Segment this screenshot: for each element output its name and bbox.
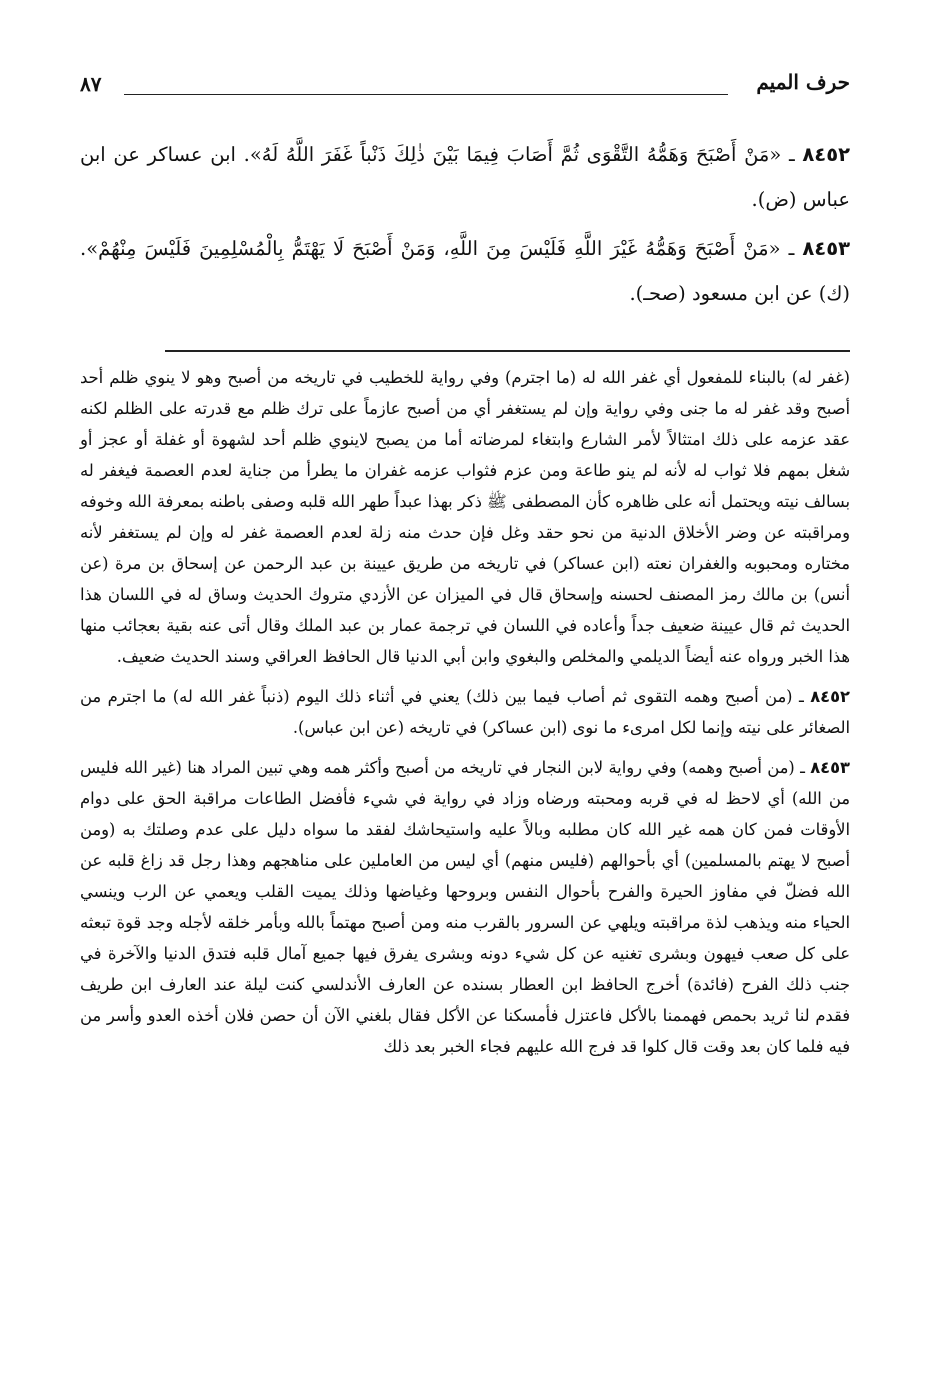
- commentary-paragraph: [80, 681, 850, 743]
- commentary-paragraph: [80, 362, 850, 672]
- hadith-number: ٨٤٥٣: [802, 237, 850, 260]
- hadith-section: [80, 132, 850, 316]
- footnote-separator: [165, 350, 850, 352]
- commentary-number: ٨٤٥٢: [810, 687, 850, 706]
- commentary-text: ـ (من أصبح وهمه) وفي رواية لابن النجار في تاريخه من أصبح وأكثر همه وهي تبين المراد هنا (غير الله فليس من الله) أي لاحظ له في قربه ومحبته ورضاه وزاد في رواية في شيء فأفضل الطاعات مراقبة الحق على دوام الأوقات فمن كان همه غير الله كان مطلبه وبالاً عليه واستيحاشك لفقد ما سواه دليل على عدم وصلتك به (ومن أصبح لا يهتم بالمسلمين) أي بأحوالهم (فليس منهم) أي ليس من العاملين على مناهجهم وهذا رجل قد زاغ قلبه عن الله فضلّ في مفاوز الحيرة والفرح بأحوال النفس وبروحها وغياضها وذلك يميت القلب ويعمي عن الرب وينسي الحياء منه ويذهب لذة مراقبته ويلهي عن السرور بالقرب منه ومن أصبح مهتماً بالله وبأمر خلقه لأجله وجد قوة تبعثه على كل صعب فيهون وبشرى تغنيه عن كل شيء دونه وبشرى يفرق فيها جميع آمال قلبه فتدق الدنيا والآخرة في جنب ذلك الفرح (فائدة) أخرج الحافظ ابن العطار بسنده عن العارف الأندلسي كنت ليلة عند العارف ابن طريف فقدم لنا ثريد بحمص فهممنا بالأكل فاعتزل فأمسكنا عن الأكل فقال بلغني الآن أن حصن فلان أخذه العدو وأسر من فيه فلما كان بعد وقت قال كلوا قد فرج الله عليهم فجاء الخبر بعد ذلك: [80, 758, 850, 1056]
- page-number: ٨٧: [80, 72, 102, 96]
- chapter-title: حرف الميم: [756, 70, 850, 94]
- commentary-text: ـ (من أصبح وهمه التقوى ثم أصاب فيما بين ذلك) يعني في أثناء ذلك اليوم (ذنباً غفر الله له) ما اجترم من الصغائر على نيته وإنما لكل امرىء ما نوى (ابن عساكر) في تاريخه (عن ابن عباس).: [80, 687, 850, 737]
- commentary-number: ٨٤٥٣: [810, 758, 850, 777]
- commentary-text: (غفر له) بالبناء للمفعول أي غفر الله له (ما اجترم) وفي رواية للخطيب في تاريخه من أصبح وهو لا ينوي ظلم أحد أصبح وقد غفر له ما جنى وفي رواية وإن لم يستغفر أي من أصبح عازماً على ترك ظلم مع قدرته على الظلم لكنه عقد عزمه على ذلك امتثالاً لأمر الشارع وابتغاء لمرضاته أما من يصبح لاينوي ظلم أحد لشهوة أو غفلة أو عجز أو شغل بمهم فلا ثواب له لأنه لم ينو طاعة ومن عزم فثواب عزمه غفران ما يطرأ من جناية لعدم العصمة فيغفر له بسالف نيته ويحتمل أنه على ظاهره كأن المصطفى ﷺ ذكر بهذا عبداً طهر الله قلبه وصفى باطنه بمعرفة الله وخوفه ومراقبته عن وضر الأخلاق الدنية من نحو حقد وغل فإن حدث منه زلة لعدم العصمة غفر له وإن لم يستغفر لأنه مختاره ومحبوبه والغفران نعته (ابن عساكر) في تاريخه من طريق عيينة بن عبد الرحمن عن إسحاق بن مرة (عن أنس) بن مالك رمز المصنف لحسنه وإسحاق قال في الميزان عن الأزدي متروك الحديث وساق له في اللسان هذا الحديث ثم قال عيينة ضعيف جداً وأعاده في اللسان في ترجمة عمار بن عبد الملك وقال أتى عنه بقية بعجائب منها هذا الخبر ورواه عنه أيضاً الديلمي والمخلص والبغوي وابن أبي الدنيا قال الحافظ العراقي وسند الحديث ضعيف.: [80, 368, 850, 666]
- commentary-paragraph: [80, 752, 850, 1062]
- header-rule: [124, 94, 728, 95]
- hadith-text: ـ «مَنْ أَصْبَحَ وَهَمُّهُ غَيْرَ اللَّهِ فَلَيْسَ مِنَ اللَّهِ، وَمَنْ أَصْبَحَ لَا يَهْتَمُّ بِالْمُسْلِمِينَ فَلَيْسَ مِنْهُمْ». (ك) عن ابن مسعود (صحـ).: [80, 237, 850, 305]
- hadith-number: ٨٤٥٢: [802, 143, 851, 166]
- hadith-text: ـ «مَنْ أَصْبَحَ وَهَمُّهُ التَّقْوَى ثُمَّ أَصَابَ فِيمَا بَيْنَ ذٰلِكَ ذَنْباً غَفَرَ اللَّهُ لَهُ». ابن عساكر عن ابن عباس (ض).: [80, 143, 850, 211]
- page-header: [80, 60, 850, 100]
- hadith-entry: [80, 226, 850, 316]
- commentary-section: [80, 362, 850, 1062]
- hadith-entry: [80, 132, 850, 222]
- document-page: [80, 60, 850, 1071]
